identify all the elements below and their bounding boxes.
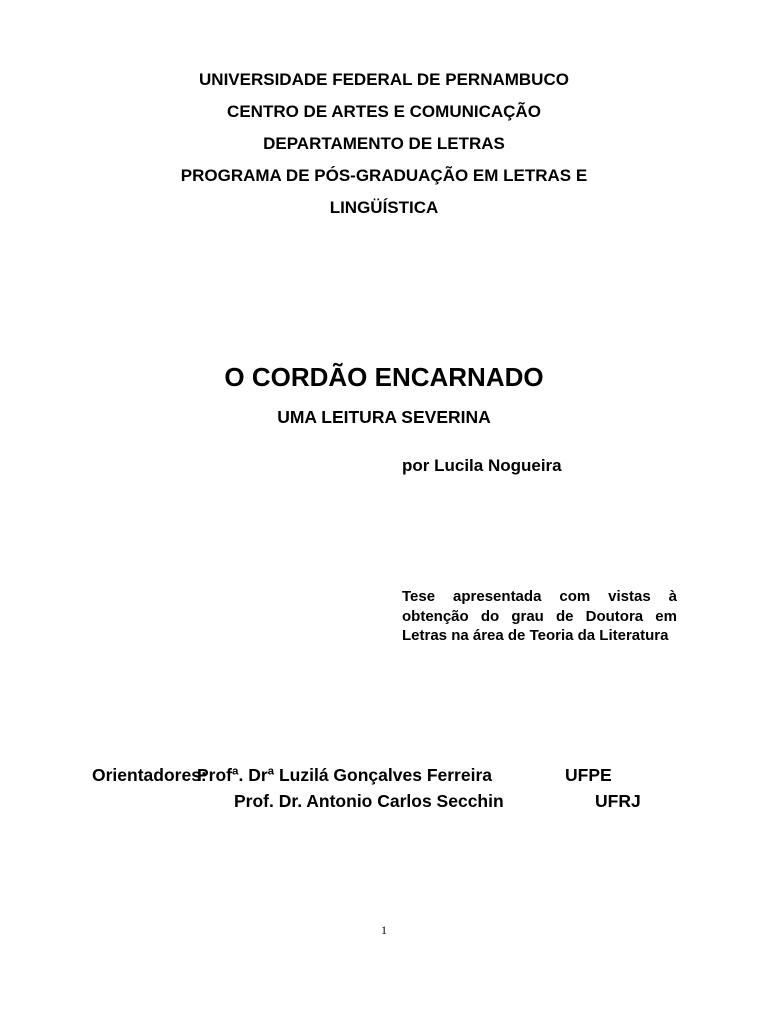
center-name: CENTRO DE ARTES E COMUNICAÇÃO (227, 102, 541, 121)
university-name: UNIVERSIDADE FEDERAL DE PERNAMBUCO (199, 70, 569, 89)
advisor-name: Profª. Drª Luzilá Gonçalves Ferreira (197, 765, 492, 785)
author-line: por Lucila Nogueira (402, 456, 562, 475)
advisor-institution: UFPE (565, 765, 612, 785)
advisors-label: Orientadores: (92, 765, 207, 785)
advisor-name: Prof. Dr. Antonio Carlos Secchin (234, 791, 504, 811)
thesis-title: O CORDÃO ENCARNADO (224, 362, 544, 392)
program-name: PROGRAMA DE PÓS-GRADUAÇÃO EM LETRAS E (180, 166, 588, 185)
advisor-institution: UFRJ (595, 791, 641, 811)
program-name-continued: LINGÜÍSTICA (329, 198, 439, 217)
page-number: 1 (381, 923, 387, 937)
thesis-subtitle: UMA LEITURA SEVERINA (277, 407, 491, 427)
institution-header (0, 64, 768, 224)
thesis-purpose-note: Tese apresentada com vistas à obtenção do grau de Doutora em Letras na área de Teoria da Literatura (402, 588, 677, 644)
department-name: DEPARTAMENTO DE LETRAS (263, 134, 505, 153)
